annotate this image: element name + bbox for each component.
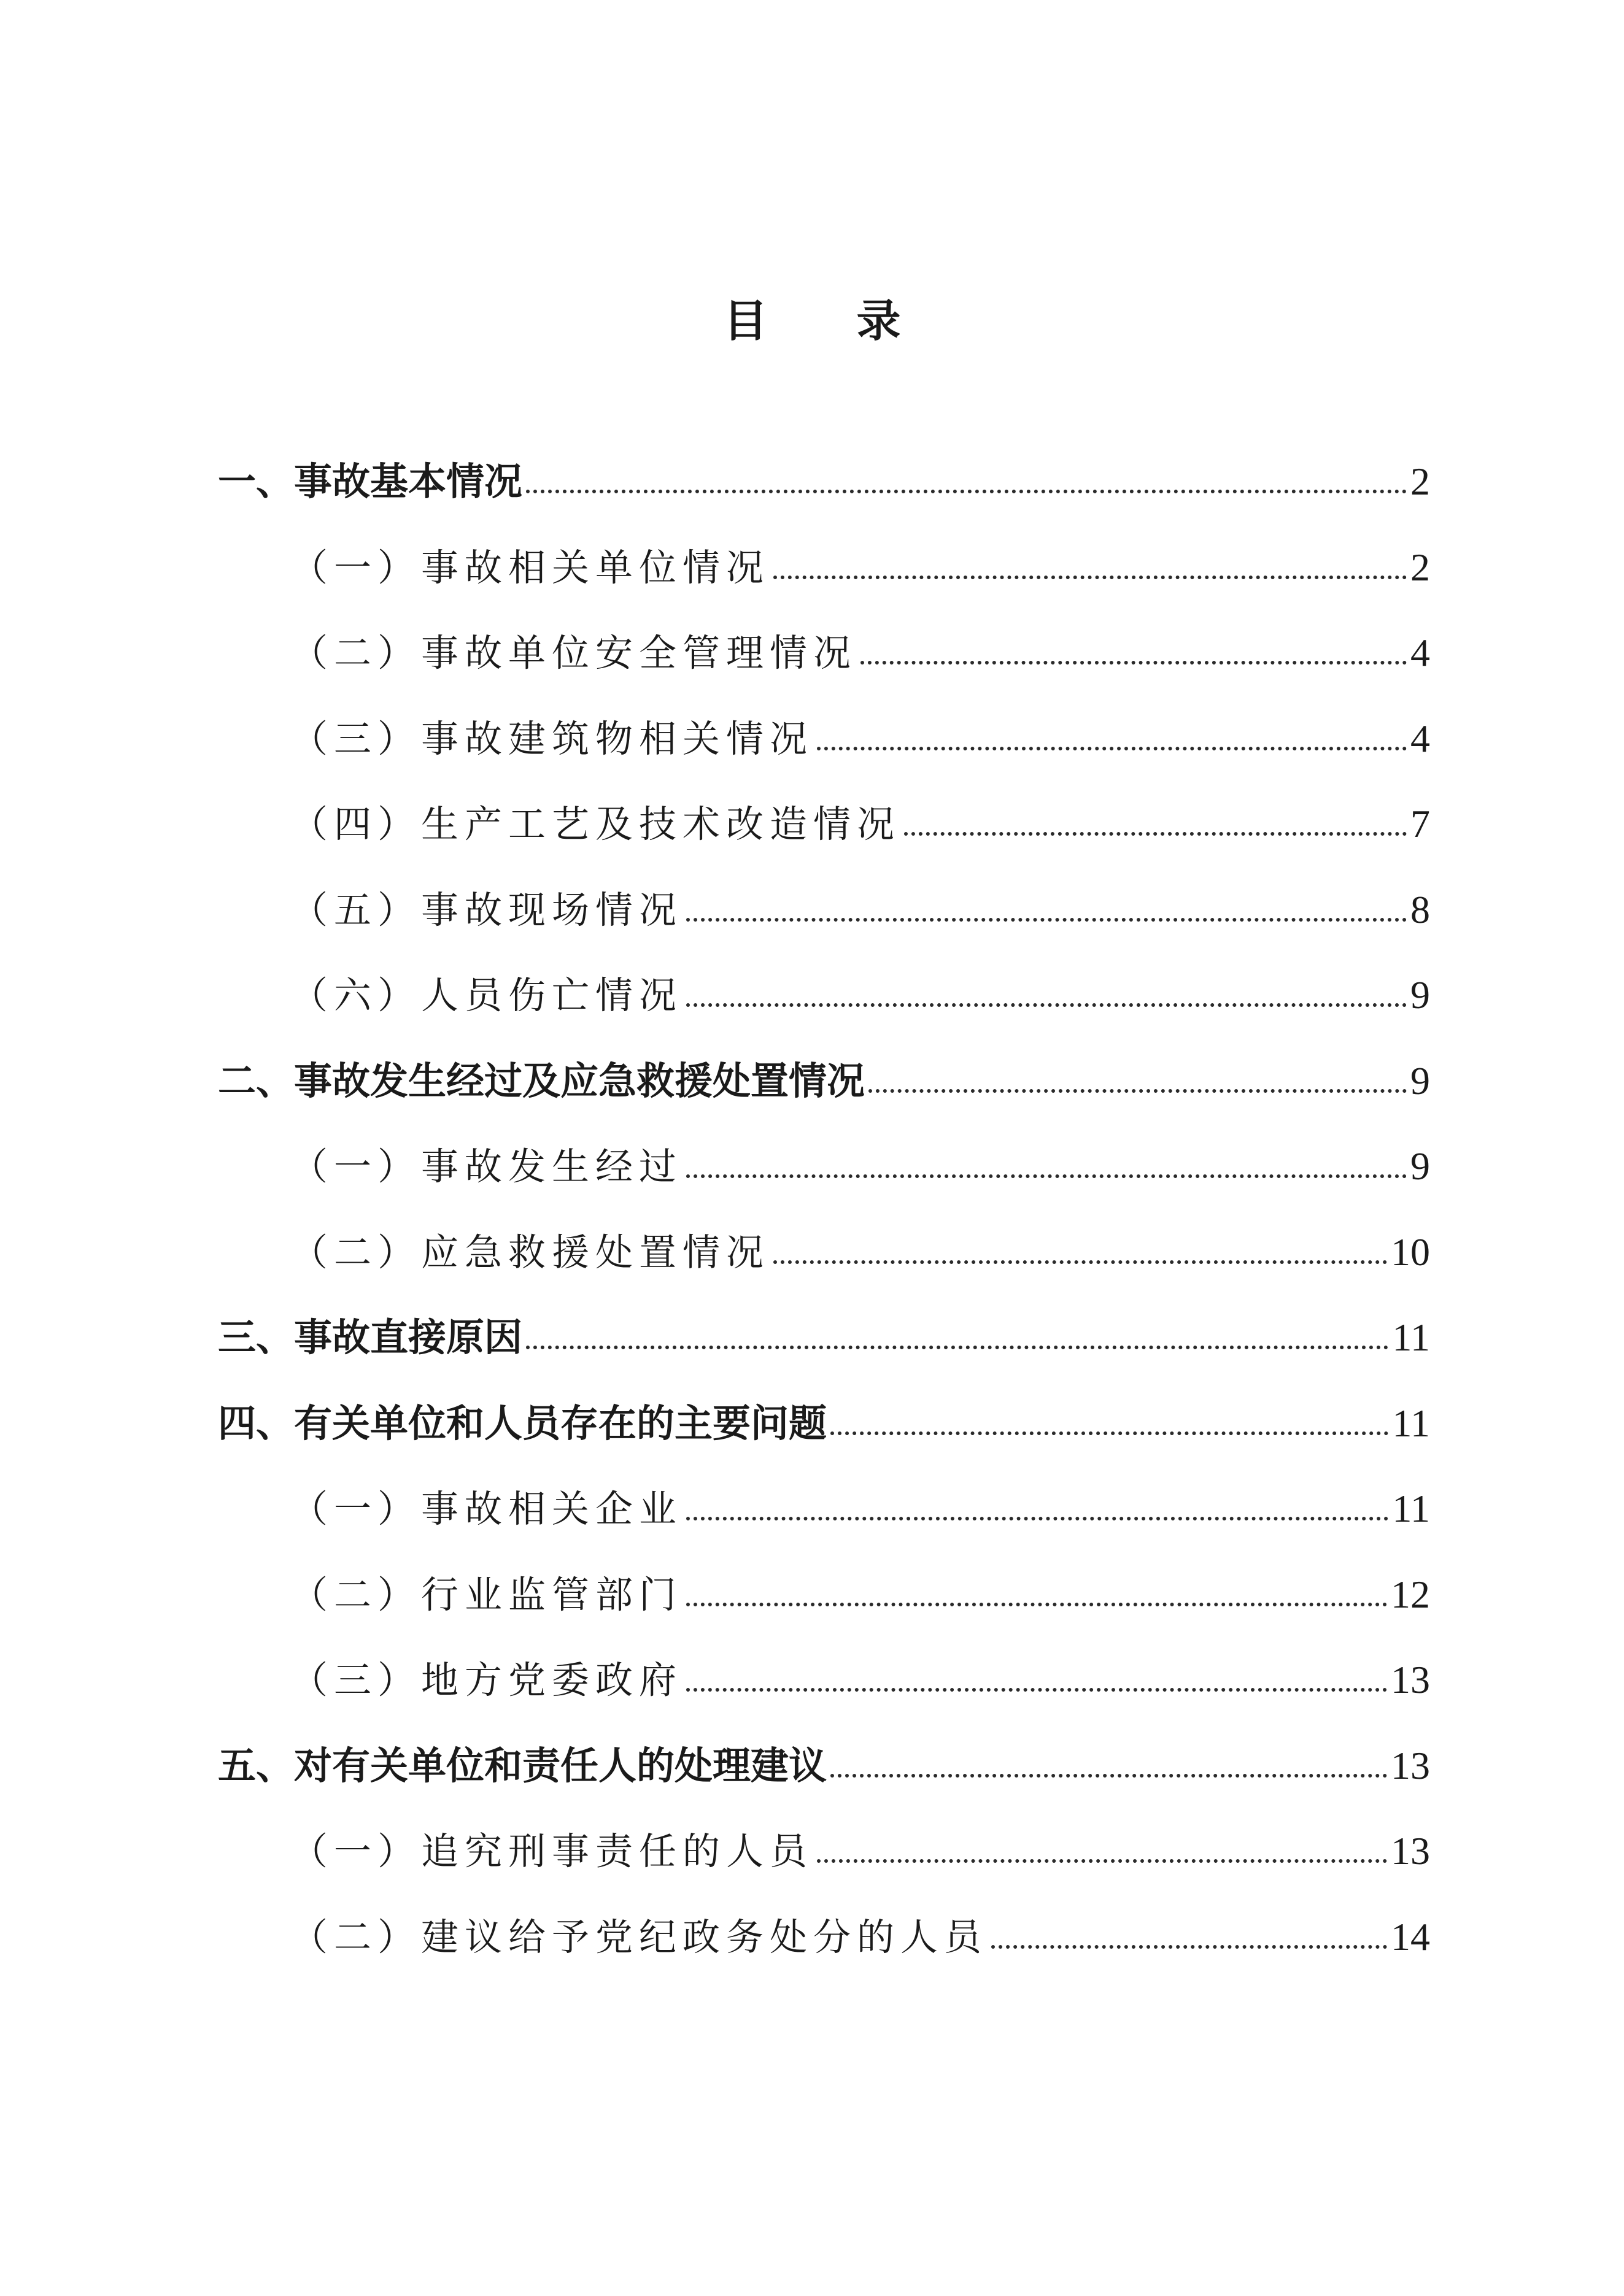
toc-page-number: 2 xyxy=(1410,460,1430,503)
toc-entry-label: （三）地方党委政府 xyxy=(290,1658,683,1702)
toc-subsection-entry[interactable] xyxy=(218,1649,1430,1735)
toc-entry-label: （二）事故单位安全管理情况 xyxy=(290,631,857,675)
toc-page-number: 4 xyxy=(1410,631,1430,674)
dot-leader xyxy=(686,1162,1407,1178)
toc-subsection-entry[interactable] xyxy=(218,622,1430,708)
toc-subsection-entry[interactable] xyxy=(218,1136,1430,1222)
toc-entry-label: 三、事故直接原因 xyxy=(218,1315,523,1360)
dot-leader xyxy=(686,1504,1388,1520)
toc-page-number: 8 xyxy=(1410,887,1430,931)
toc-entry-label: （二）建议给予党纪政务处分的人员 xyxy=(290,1915,988,1959)
dot-leader xyxy=(526,1333,1388,1349)
toc-subsection-entry[interactable] xyxy=(218,708,1430,794)
toc-page-number: 9 xyxy=(1410,1058,1430,1103)
toc-entry-label: 四、有关单位和人员存在的主要问题 xyxy=(218,1400,827,1446)
toc-entry-label: （二）行业监管部门 xyxy=(290,1573,683,1617)
toc-entry-label: （六）人员伤亡情况 xyxy=(290,974,683,1017)
toc-subsection-entry[interactable] xyxy=(218,879,1430,965)
toc-entry-label: （一）追究刑事责任的人员 xyxy=(290,1830,814,1873)
dot-leader xyxy=(526,477,1407,493)
dot-leader xyxy=(817,734,1407,750)
toc-page-number: 2 xyxy=(1410,545,1430,589)
toc-entry-label: 二、事故发生经过及应急救援处置情况 xyxy=(218,1058,865,1103)
toc-subsection-entry[interactable] xyxy=(218,1820,1430,1906)
dot-leader xyxy=(991,1933,1387,1949)
toc-subsection-entry[interactable] xyxy=(218,537,1430,623)
toc-entry-label: （四）生产工艺及技术改造情况 xyxy=(290,803,901,846)
toc-page-number: 4 xyxy=(1410,716,1430,760)
toc-subsection-entry[interactable] xyxy=(218,1564,1430,1650)
toc-entry-label: 五、对有关单位和责任人的处理建议 xyxy=(218,1743,827,1788)
toc-page-number: 7 xyxy=(1410,802,1430,846)
toc-entry-label: （一）事故相关单位情况 xyxy=(290,545,770,590)
dot-leader xyxy=(773,563,1407,579)
toc-page-number: 10 xyxy=(1391,1230,1430,1274)
toc-page-number: 13 xyxy=(1391,1743,1430,1787)
dot-leader xyxy=(830,1762,1387,1778)
toc-entry-label: （一）事故发生经过 xyxy=(290,1145,683,1188)
toc-page-number: 11 xyxy=(1392,1401,1430,1445)
toc-section-entry[interactable] xyxy=(218,1735,1430,1821)
toc-page-number: 14 xyxy=(1391,1914,1430,1959)
dot-leader xyxy=(686,1676,1387,1692)
toc-subsection-entry[interactable] xyxy=(218,1478,1430,1564)
toc-entry-label: （二）应急救援处置情况 xyxy=(290,1230,770,1274)
toc-subsection-entry[interactable] xyxy=(218,965,1430,1050)
toc-page-number: 9 xyxy=(1410,973,1430,1017)
dot-leader xyxy=(773,1248,1387,1264)
dot-leader xyxy=(868,1077,1407,1093)
dot-leader xyxy=(904,820,1407,836)
table-of-contents xyxy=(218,451,1430,1992)
dot-leader xyxy=(686,906,1407,922)
toc-entry-label: 一、事故基本情况 xyxy=(218,459,523,504)
toc-section-entry[interactable] xyxy=(218,1050,1430,1136)
toc-section-entry[interactable] xyxy=(218,451,1430,537)
toc-section-entry[interactable] xyxy=(218,1307,1430,1393)
toc-entry-label: （一）事故相关企业 xyxy=(290,1487,683,1531)
toc-section-entry[interactable] xyxy=(218,1393,1430,1479)
dot-leader xyxy=(860,649,1407,665)
toc-subsection-entry[interactable] xyxy=(218,1222,1430,1308)
toc-entry-label: （五）事故现场情况 xyxy=(290,888,683,932)
toc-entry-label: （三）事故建筑物相关情况 xyxy=(290,717,814,761)
dot-leader xyxy=(686,991,1407,1007)
toc-page-number: 12 xyxy=(1391,1572,1430,1616)
toc-subsection-entry[interactable] xyxy=(218,1906,1430,1992)
dot-leader xyxy=(686,1590,1387,1606)
toc-title: 目 录 xyxy=(723,295,938,347)
dot-leader xyxy=(830,1419,1388,1435)
toc-page-number: 11 xyxy=(1392,1487,1430,1530)
toc-page-number: 11 xyxy=(1392,1316,1430,1359)
toc-subsection-entry[interactable] xyxy=(218,793,1430,879)
toc-page-number: 9 xyxy=(1410,1144,1430,1188)
toc-page-number: 13 xyxy=(1391,1829,1430,1873)
dot-leader xyxy=(817,1847,1387,1863)
toc-page-number: 13 xyxy=(1391,1658,1430,1701)
